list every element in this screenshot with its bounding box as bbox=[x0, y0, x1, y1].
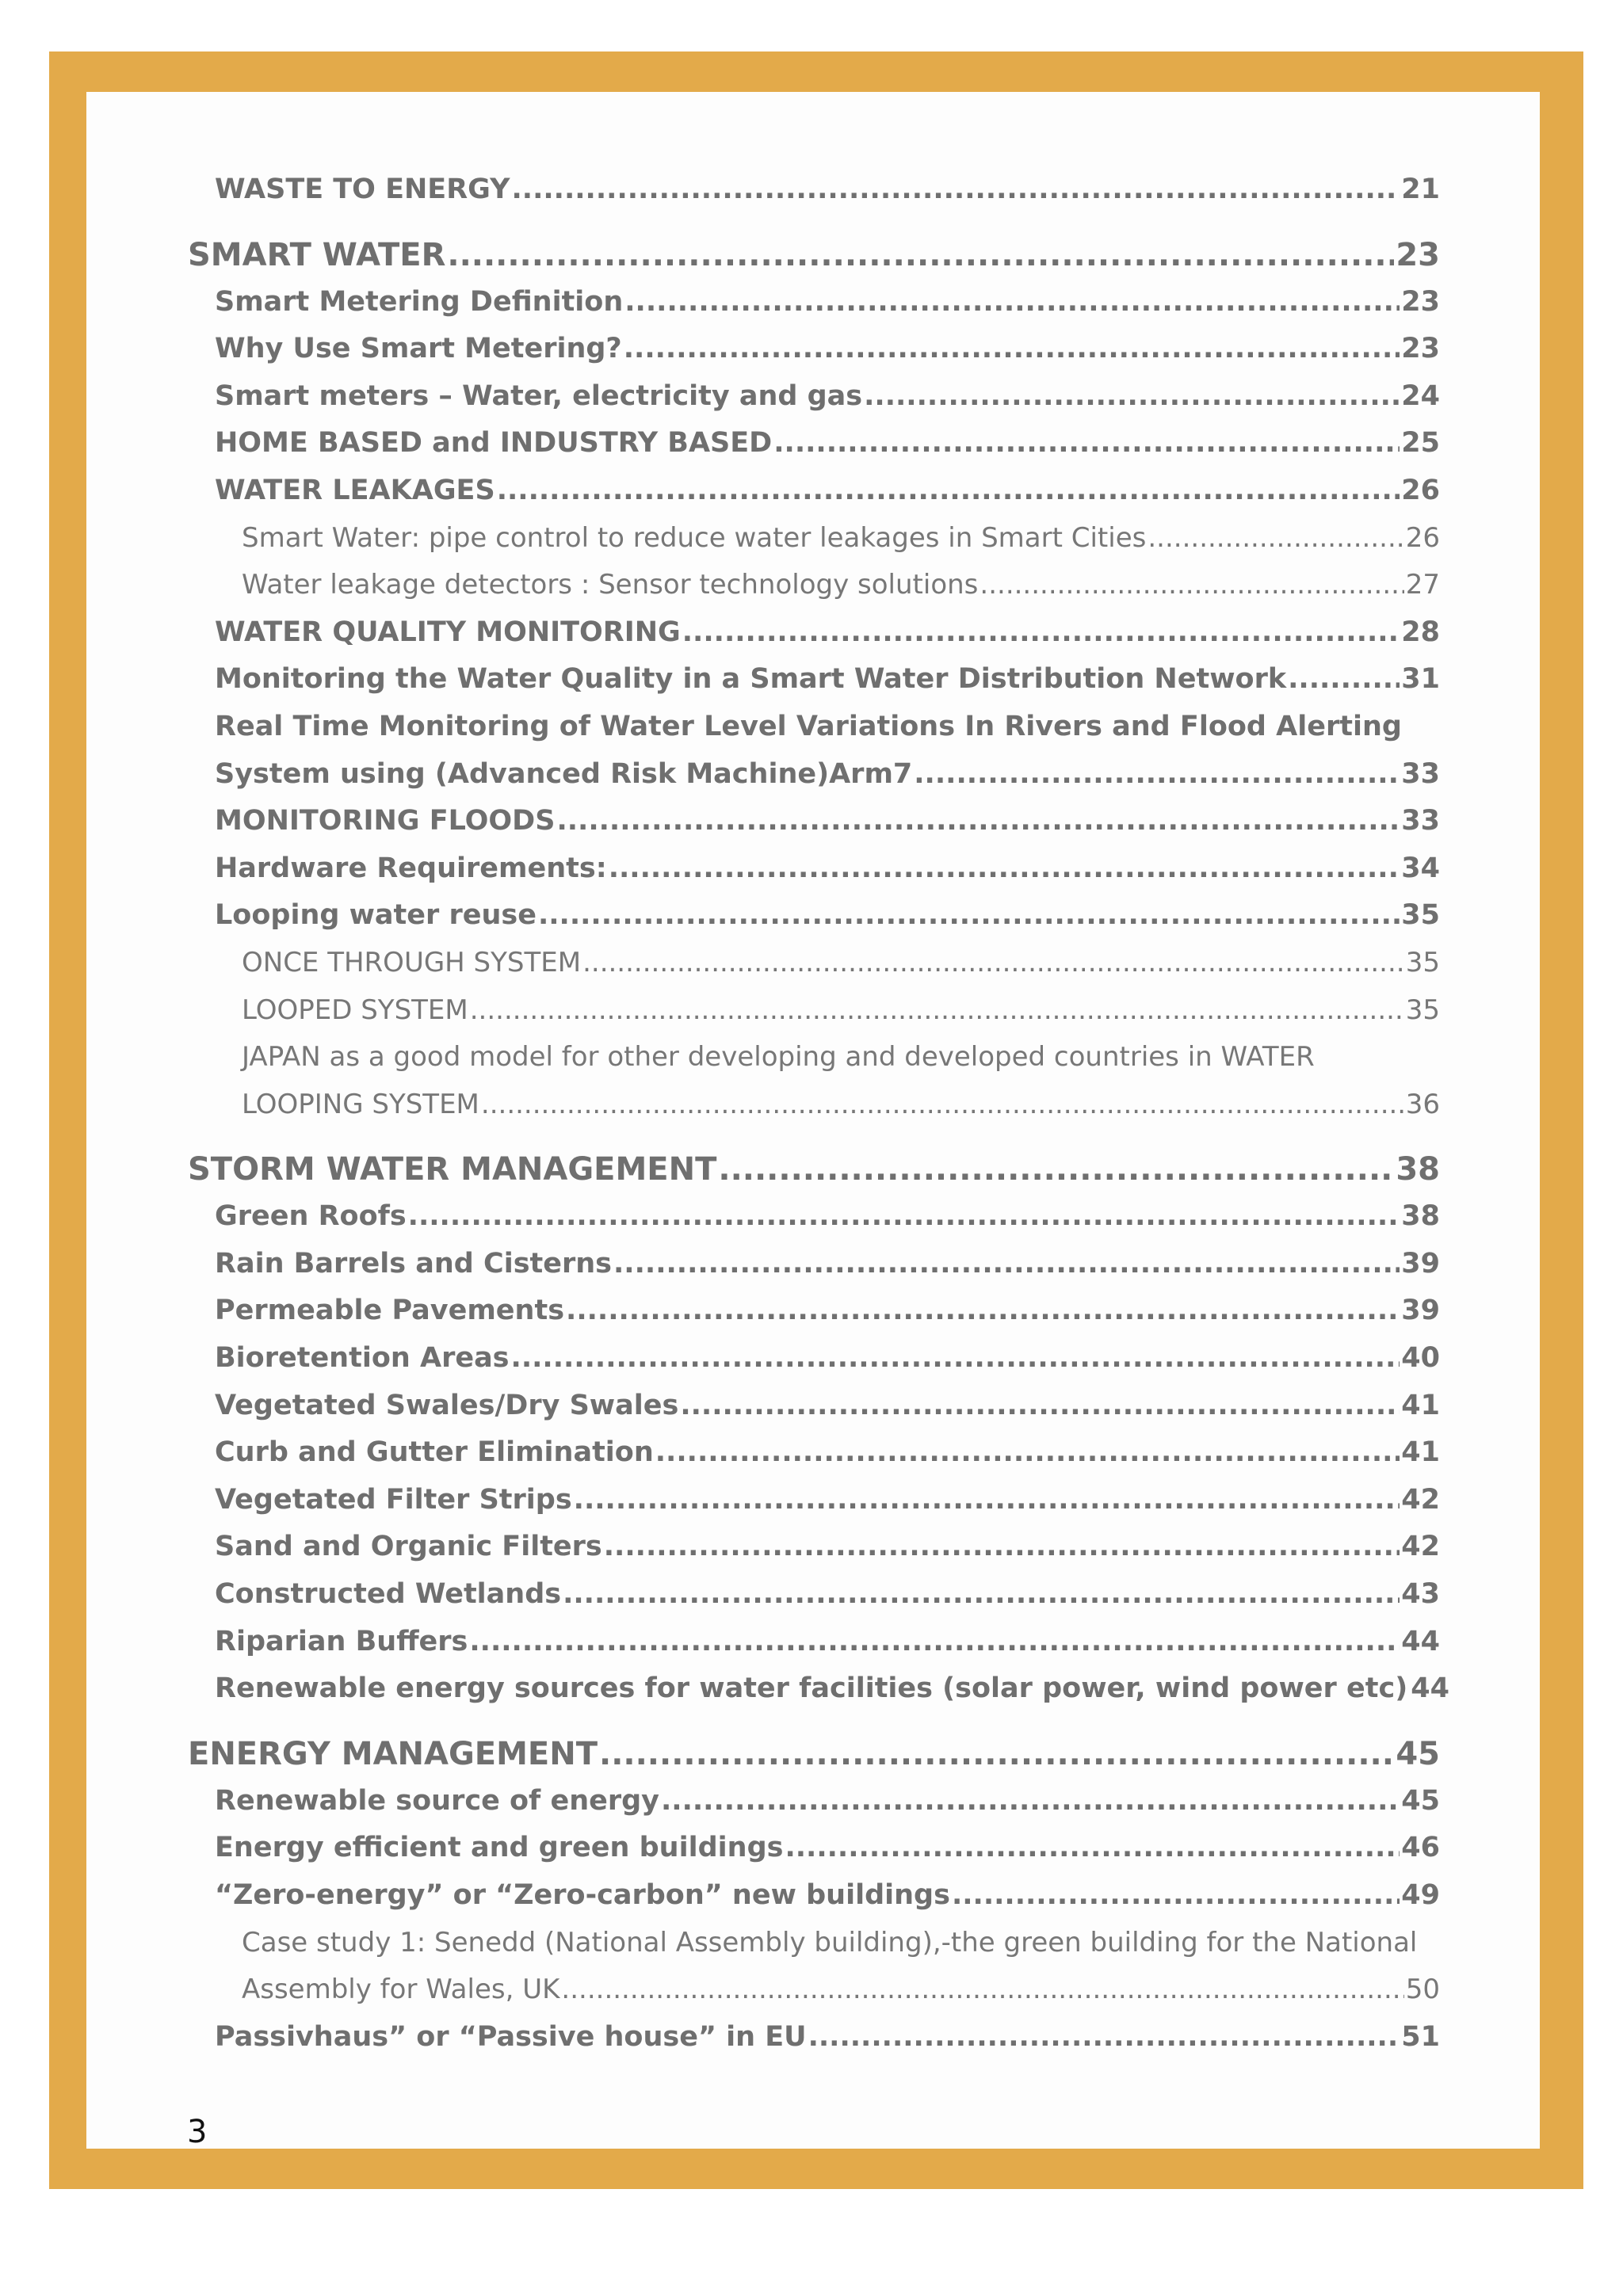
toc-entry-page: 35 bbox=[1405, 946, 1440, 978]
toc-entry[interactable] bbox=[188, 1241, 1440, 1288]
toc-entry[interactable] bbox=[188, 279, 1440, 326]
dot-leader bbox=[808, 2014, 1400, 2061]
toc-entry[interactable] bbox=[188, 987, 1440, 1035]
toc-entry[interactable] bbox=[188, 798, 1440, 845]
toc-entry[interactable] bbox=[188, 1825, 1440, 1872]
toc-entry-page: 33 bbox=[1401, 757, 1440, 790]
toc-entry[interactable] bbox=[188, 515, 1440, 563]
toc-entry-title: Green Roofs bbox=[215, 1200, 407, 1233]
dot-leader bbox=[574, 1477, 1400, 1524]
toc-entry-title: Smart meters – Water, electricity and gas bbox=[215, 379, 863, 412]
toc-entry[interactable] bbox=[188, 1665, 1449, 1713]
dot-leader bbox=[609, 845, 1400, 893]
toc-entry-title: WATER LEAKAGES bbox=[215, 474, 495, 506]
toc-entry-title: WATER QUALITY MONITORING bbox=[215, 616, 681, 648]
toc-entry-title: LOOPED SYSTEM bbox=[242, 994, 468, 1026]
page-number: 3 bbox=[187, 2114, 208, 2150]
toc-entry-page: 35 bbox=[1405, 994, 1440, 1026]
toc-entry-title: Real Time Monitoring of Water Level Variations In Rivers and Flood Alerting bbox=[215, 710, 1402, 742]
dot-leader bbox=[718, 1146, 1394, 1193]
toc-entry[interactable] bbox=[188, 1429, 1440, 1477]
dot-leader bbox=[408, 1193, 1400, 1241]
dot-leader bbox=[864, 373, 1400, 421]
dot-leader bbox=[481, 1081, 1404, 1129]
toc-entry-title: Sand and Organic Filters bbox=[215, 1531, 602, 1563]
toc-entry-title: Vegetated Swales/Dry Swales bbox=[215, 1389, 679, 1421]
toc-entry-title: “Zero-energy” or “Zero-carbon” new buildings bbox=[215, 1879, 950, 1911]
toc-entry-page: 27 bbox=[1405, 569, 1440, 601]
dot-leader bbox=[447, 231, 1394, 279]
dot-leader bbox=[470, 987, 1404, 1035]
toc-entry-title: Smart Metering Definition bbox=[215, 285, 624, 318]
toc-entry-page: 36 bbox=[1405, 1088, 1440, 1120]
toc-entry-title: LOOPING SYSTEM bbox=[242, 1088, 479, 1120]
toc-entry-page: 35 bbox=[1401, 899, 1440, 932]
toc-entry-title: MONITORING FLOODS bbox=[215, 805, 556, 837]
toc-entry-title: Case study 1: Senedd (National Assembly building),-the green building for the National bbox=[242, 1926, 1418, 1958]
toc-entry-page: 23 bbox=[1401, 333, 1440, 365]
toc-entry[interactable] bbox=[188, 373, 1440, 421]
dot-leader bbox=[661, 1778, 1400, 1825]
toc-entry-page: 42 bbox=[1401, 1483, 1440, 1516]
dot-leader bbox=[563, 1571, 1400, 1619]
dot-leader bbox=[582, 940, 1404, 987]
toc-entry-title: WASTE TO ENERGY bbox=[215, 174, 510, 205]
dot-leader bbox=[561, 1966, 1403, 2014]
toc-entry-title: Renewable source of energy bbox=[215, 1784, 659, 1817]
toc-entry[interactable] bbox=[188, 751, 1440, 799]
toc-entry[interactable] bbox=[188, 940, 1440, 987]
dot-leader bbox=[680, 1383, 1400, 1430]
toc-entry-page: 39 bbox=[1401, 1247, 1440, 1280]
dot-leader bbox=[613, 1241, 1400, 1288]
toc-entry-title: System using (Advanced Risk Machine)Arm7 bbox=[215, 757, 913, 790]
toc-entry[interactable] bbox=[188, 1477, 1440, 1524]
toc-entry-title: STORM WATER MANAGEMENT bbox=[188, 1151, 717, 1188]
toc-entry-title: Smart Water: pipe control to reduce water leakages in Smart Cities bbox=[242, 521, 1147, 554]
toc-entry[interactable] bbox=[188, 892, 1440, 940]
toc-entry-page: 46 bbox=[1401, 1832, 1440, 1864]
dot-leader bbox=[785, 1825, 1400, 1872]
toc-entry-page: 23 bbox=[1396, 236, 1440, 273]
dot-leader bbox=[599, 1730, 1394, 1778]
toc-entry-title: SMART WATER bbox=[188, 236, 446, 273]
toc-entry-title: Constructed Wetlands bbox=[215, 1578, 562, 1611]
toc-entry-title: Vegetated Filter Strips bbox=[215, 1483, 572, 1516]
toc-entry[interactable] bbox=[188, 467, 1440, 515]
toc-entry-title: Water leakage detectors : Sensor technology solutions bbox=[242, 569, 979, 601]
toc-entry[interactable] bbox=[188, 1966, 1440, 2014]
toc-entry[interactable] bbox=[188, 609, 1440, 657]
toc-entry-page: 49 bbox=[1401, 1879, 1440, 1911]
dot-leader bbox=[604, 1524, 1400, 1571]
toc-entry-title: Hardware Requirements: bbox=[215, 852, 607, 884]
toc-entry[interactable] bbox=[188, 2014, 1440, 2061]
toc-entry[interactable] bbox=[188, 656, 1440, 704]
toc-entry-page: 45 bbox=[1401, 1784, 1440, 1817]
table-of-contents bbox=[188, 166, 1449, 2061]
toc-entry-page: 33 bbox=[1401, 805, 1440, 837]
toc-entry[interactable] bbox=[188, 1778, 1440, 1825]
toc-entry[interactable] bbox=[188, 845, 1440, 893]
toc-entry[interactable] bbox=[188, 1524, 1440, 1571]
toc-entry-title: Riparian Buffers bbox=[215, 1625, 468, 1657]
toc-entry-page: 31 bbox=[1401, 663, 1440, 696]
toc-entry[interactable] bbox=[188, 1872, 1440, 1920]
toc-entry[interactable] bbox=[188, 562, 1440, 609]
dot-leader bbox=[1148, 515, 1403, 563]
toc-entry-title: Monitoring the Water Quality in a Smart Water Distribution Network bbox=[215, 663, 1287, 696]
toc-entry[interactable] bbox=[188, 420, 1440, 467]
toc-entry[interactable] bbox=[188, 1287, 1440, 1335]
toc-entry[interactable] bbox=[188, 326, 1440, 373]
toc-entry-page: 39 bbox=[1401, 1295, 1440, 1327]
toc-entry[interactable] bbox=[188, 1081, 1440, 1129]
toc-entry-page: 43 bbox=[1401, 1578, 1440, 1611]
toc-entry-title: JAPAN as a good model for other developing and developed countries in WATER bbox=[242, 1041, 1315, 1074]
toc-entry[interactable] bbox=[188, 1034, 1440, 1081]
toc-entry-title: Curb and Gutter Elimination bbox=[215, 1436, 654, 1469]
dot-leader bbox=[682, 609, 1400, 657]
toc-entry-page: 23 bbox=[1401, 285, 1440, 318]
toc-entry-page: 40 bbox=[1401, 1342, 1440, 1375]
toc-entry[interactable] bbox=[188, 1383, 1440, 1430]
toc-entry-page: 34 bbox=[1401, 852, 1440, 884]
dot-leader bbox=[511, 166, 1400, 214]
toc-entry[interactable] bbox=[188, 1571, 1440, 1619]
toc-entry-title: Bioretention Areas bbox=[215, 1342, 510, 1375]
dot-leader bbox=[655, 1429, 1400, 1477]
toc-entry-page: 45 bbox=[1396, 1735, 1440, 1772]
dot-leader bbox=[1288, 656, 1400, 704]
dot-leader bbox=[952, 1872, 1400, 1920]
toc-entry-page: 38 bbox=[1401, 1200, 1440, 1233]
dot-leader bbox=[624, 326, 1400, 373]
dot-leader bbox=[469, 1619, 1400, 1666]
toc-entry-title: Looping water reuse bbox=[215, 899, 537, 932]
toc-entry-page: 24 bbox=[1401, 379, 1440, 412]
toc-entry[interactable] bbox=[188, 1193, 1440, 1241]
toc-entry-page: 21 bbox=[1401, 174, 1440, 205]
dot-leader bbox=[497, 467, 1400, 515]
dot-leader bbox=[556, 798, 1400, 845]
toc-entry-page: 26 bbox=[1405, 521, 1440, 554]
dot-leader bbox=[624, 279, 1400, 326]
toc-entry[interactable] bbox=[188, 1920, 1440, 1967]
toc-entry-title: Why Use Smart Metering? bbox=[215, 333, 622, 365]
toc-entry-page: 50 bbox=[1405, 1974, 1440, 2006]
dot-leader bbox=[566, 1287, 1400, 1335]
toc-entry[interactable] bbox=[188, 166, 1440, 214]
dot-leader bbox=[538, 892, 1400, 940]
toc-entry[interactable] bbox=[188, 1730, 1440, 1778]
dot-leader bbox=[914, 751, 1400, 799]
toc-entry-page: 28 bbox=[1401, 616, 1440, 648]
toc-entry[interactable] bbox=[188, 1146, 1440, 1193]
toc-entry-title: Renewable energy sources for water facilities (solar power, wind power etc) bbox=[215, 1672, 1408, 1705]
toc-entry[interactable] bbox=[188, 1619, 1440, 1666]
toc-entry-page: 44 bbox=[1411, 1672, 1449, 1705]
toc-entry-title: Rain Barrels and Cisterns bbox=[215, 1247, 613, 1280]
toc-entry-page: 41 bbox=[1401, 1436, 1440, 1469]
toc-entry-title: Energy efficient and green buildings bbox=[215, 1832, 784, 1864]
toc-entry-page: 51 bbox=[1401, 2020, 1440, 2053]
toc-entry-title: ONCE THROUGH SYSTEM bbox=[242, 946, 582, 978]
toc-entry-page: 42 bbox=[1401, 1531, 1440, 1563]
dot-leader bbox=[511, 1335, 1400, 1383]
toc-entry[interactable] bbox=[188, 704, 1440, 751]
toc-entry-title: Permeable Pavements bbox=[215, 1295, 565, 1327]
toc-entry[interactable] bbox=[188, 1335, 1440, 1383]
toc-entry-page: 41 bbox=[1401, 1389, 1440, 1421]
toc-entry-page: 25 bbox=[1401, 427, 1440, 460]
toc-entry-page: 44 bbox=[1401, 1625, 1440, 1657]
toc-entry-title: Assembly for Wales, UK bbox=[242, 1974, 560, 2006]
toc-entry-title: Passivhaus” or “Passive house” in EU bbox=[215, 2020, 807, 2053]
dot-leader bbox=[980, 562, 1403, 609]
toc-entry[interactable] bbox=[188, 231, 1440, 279]
dot-leader bbox=[773, 420, 1400, 467]
toc-entry-title: HOME BASED and INDUSTRY BASED bbox=[215, 427, 773, 460]
toc-entry-page: 38 bbox=[1396, 1151, 1440, 1188]
toc-entry-title: ENERGY MANAGEMENT bbox=[188, 1735, 598, 1772]
toc-entry-page: 26 bbox=[1401, 474, 1440, 506]
